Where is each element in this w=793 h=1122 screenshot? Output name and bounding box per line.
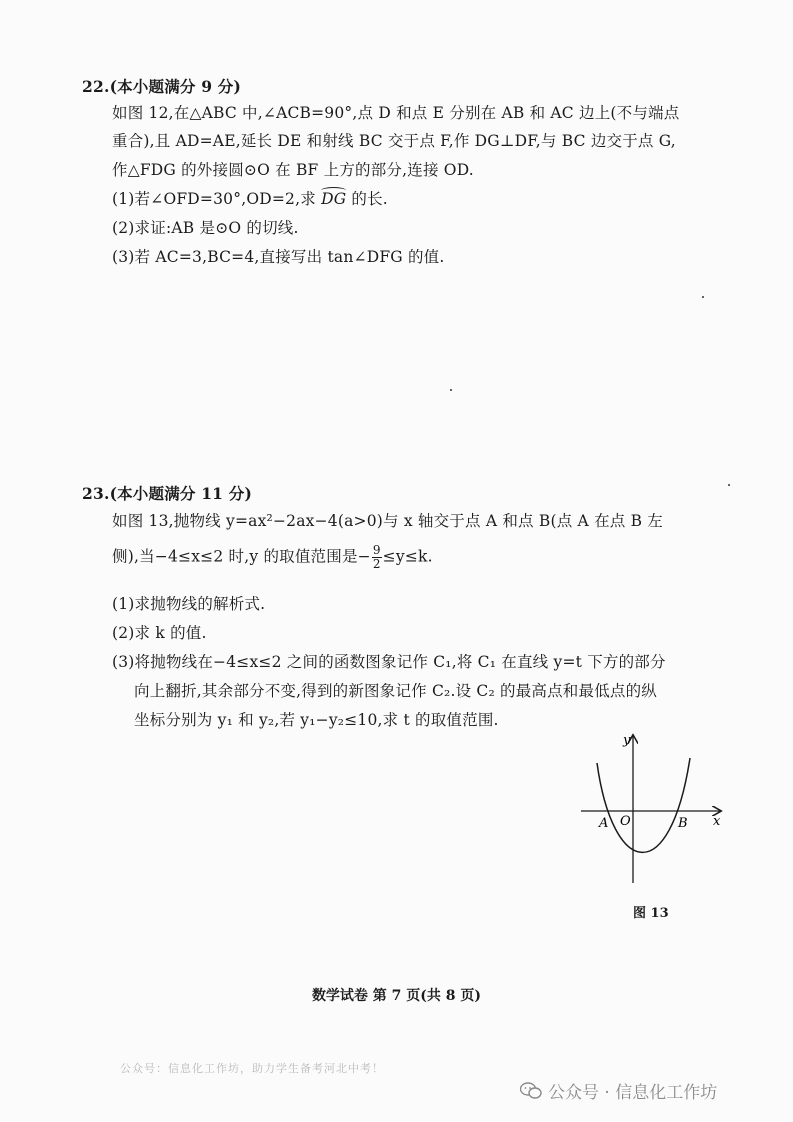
q22-line-2: 重合),且 AD=AE,延长 DE 和射线 BC 交于点 F,作 DG⊥DF,与 BC 边交于点 G,: [112, 132, 676, 150]
point-a-label: A: [599, 816, 609, 831]
q22-header: 22.(本小题满分 9 分): [82, 77, 242, 96]
q22-part-1-text: (1)若∠OFD=30°,OD=2,求: [112, 190, 322, 208]
q22-part-1: [112, 187, 388, 209]
q23-line-2-tail: ≤y≤k.: [382, 547, 433, 566]
q23-line-2: [112, 544, 433, 571]
wechat-watermark-text: 公众号 · 信息化工作坊: [548, 1083, 718, 1103]
fraction-9-2: [372, 544, 382, 571]
y-axis-label: y: [623, 733, 631, 748]
fraction-numerator: 9: [372, 543, 381, 557]
page-footer: 数学试卷 第 7 页(共 8 页): [311, 988, 482, 1004]
q22-line-1: 如图 12,在△ABC 中,∠ACB=90°,点 D 和点 E 分别在 AB 和 AC 边上(不与端点: [112, 104, 680, 122]
q23-part-1: (1)求抛物线的解析式.: [112, 595, 266, 613]
q22-part-2: (2)求证:AB 是⊙O 的切线.: [112, 219, 299, 237]
q23-part-3-line-1: (3)将抛物线在−4≤x≤2 之间的函数图象记作 C₁,将 C₁ 在直线 y=t 下方的部分: [112, 653, 666, 671]
parabola-curve: [597, 758, 690, 852]
q23-part-3-line-2: 向上翻折,其余部分不变,得到的新图象记作 C₂.设 C₂ 的最高点和最低点的纵: [134, 682, 658, 700]
scan-speck: [450, 389, 452, 391]
q23-part-3-line-3: 坐标分别为 y₁ 和 y₂,若 y₁−y₂≤10,求 t 的取值范围.: [134, 711, 499, 729]
q22-part-1-tail: 的长.: [346, 190, 388, 208]
scan-speck: [702, 296, 704, 298]
point-b-label: B: [678, 816, 688, 831]
q23-line-1: 如图 13,抛物线 y=ax²−2ax−4(a>0)与 x 轴交于点 A 和点 B(点 A 在点 B 左: [112, 512, 664, 530]
wechat-watermark: [520, 1078, 717, 1103]
figure-13-parabola: [575, 728, 730, 893]
figure-13-caption: 图 13: [633, 906, 669, 921]
scan-speck: [728, 484, 730, 486]
x-axis-label: x: [713, 814, 721, 829]
watermark-text: 公众号：信息化工作坊，助力学生备考河北中考！: [120, 1062, 384, 1075]
q23-header: 23.(本小题满分 11 分): [82, 484, 252, 503]
q23-part-2: (2)求 k 的值.: [112, 624, 207, 642]
arc-dg: DG: [321, 190, 347, 208]
wechat-icon: [520, 1082, 542, 1100]
q22-part-3: (3)若 AC=3,BC=4,直接写出 tan∠DFG 的值.: [112, 248, 445, 266]
q23-line-2-text: 侧),当−4≤x≤2 时,y 的取值范围是−: [112, 547, 371, 566]
origin-label: O: [620, 814, 631, 829]
fraction-denominator: 2: [372, 557, 381, 571]
q22-line-3: 作△FDG 的外接圆⊙O 在 BF 上方的部分,连接 OD.: [112, 161, 474, 179]
